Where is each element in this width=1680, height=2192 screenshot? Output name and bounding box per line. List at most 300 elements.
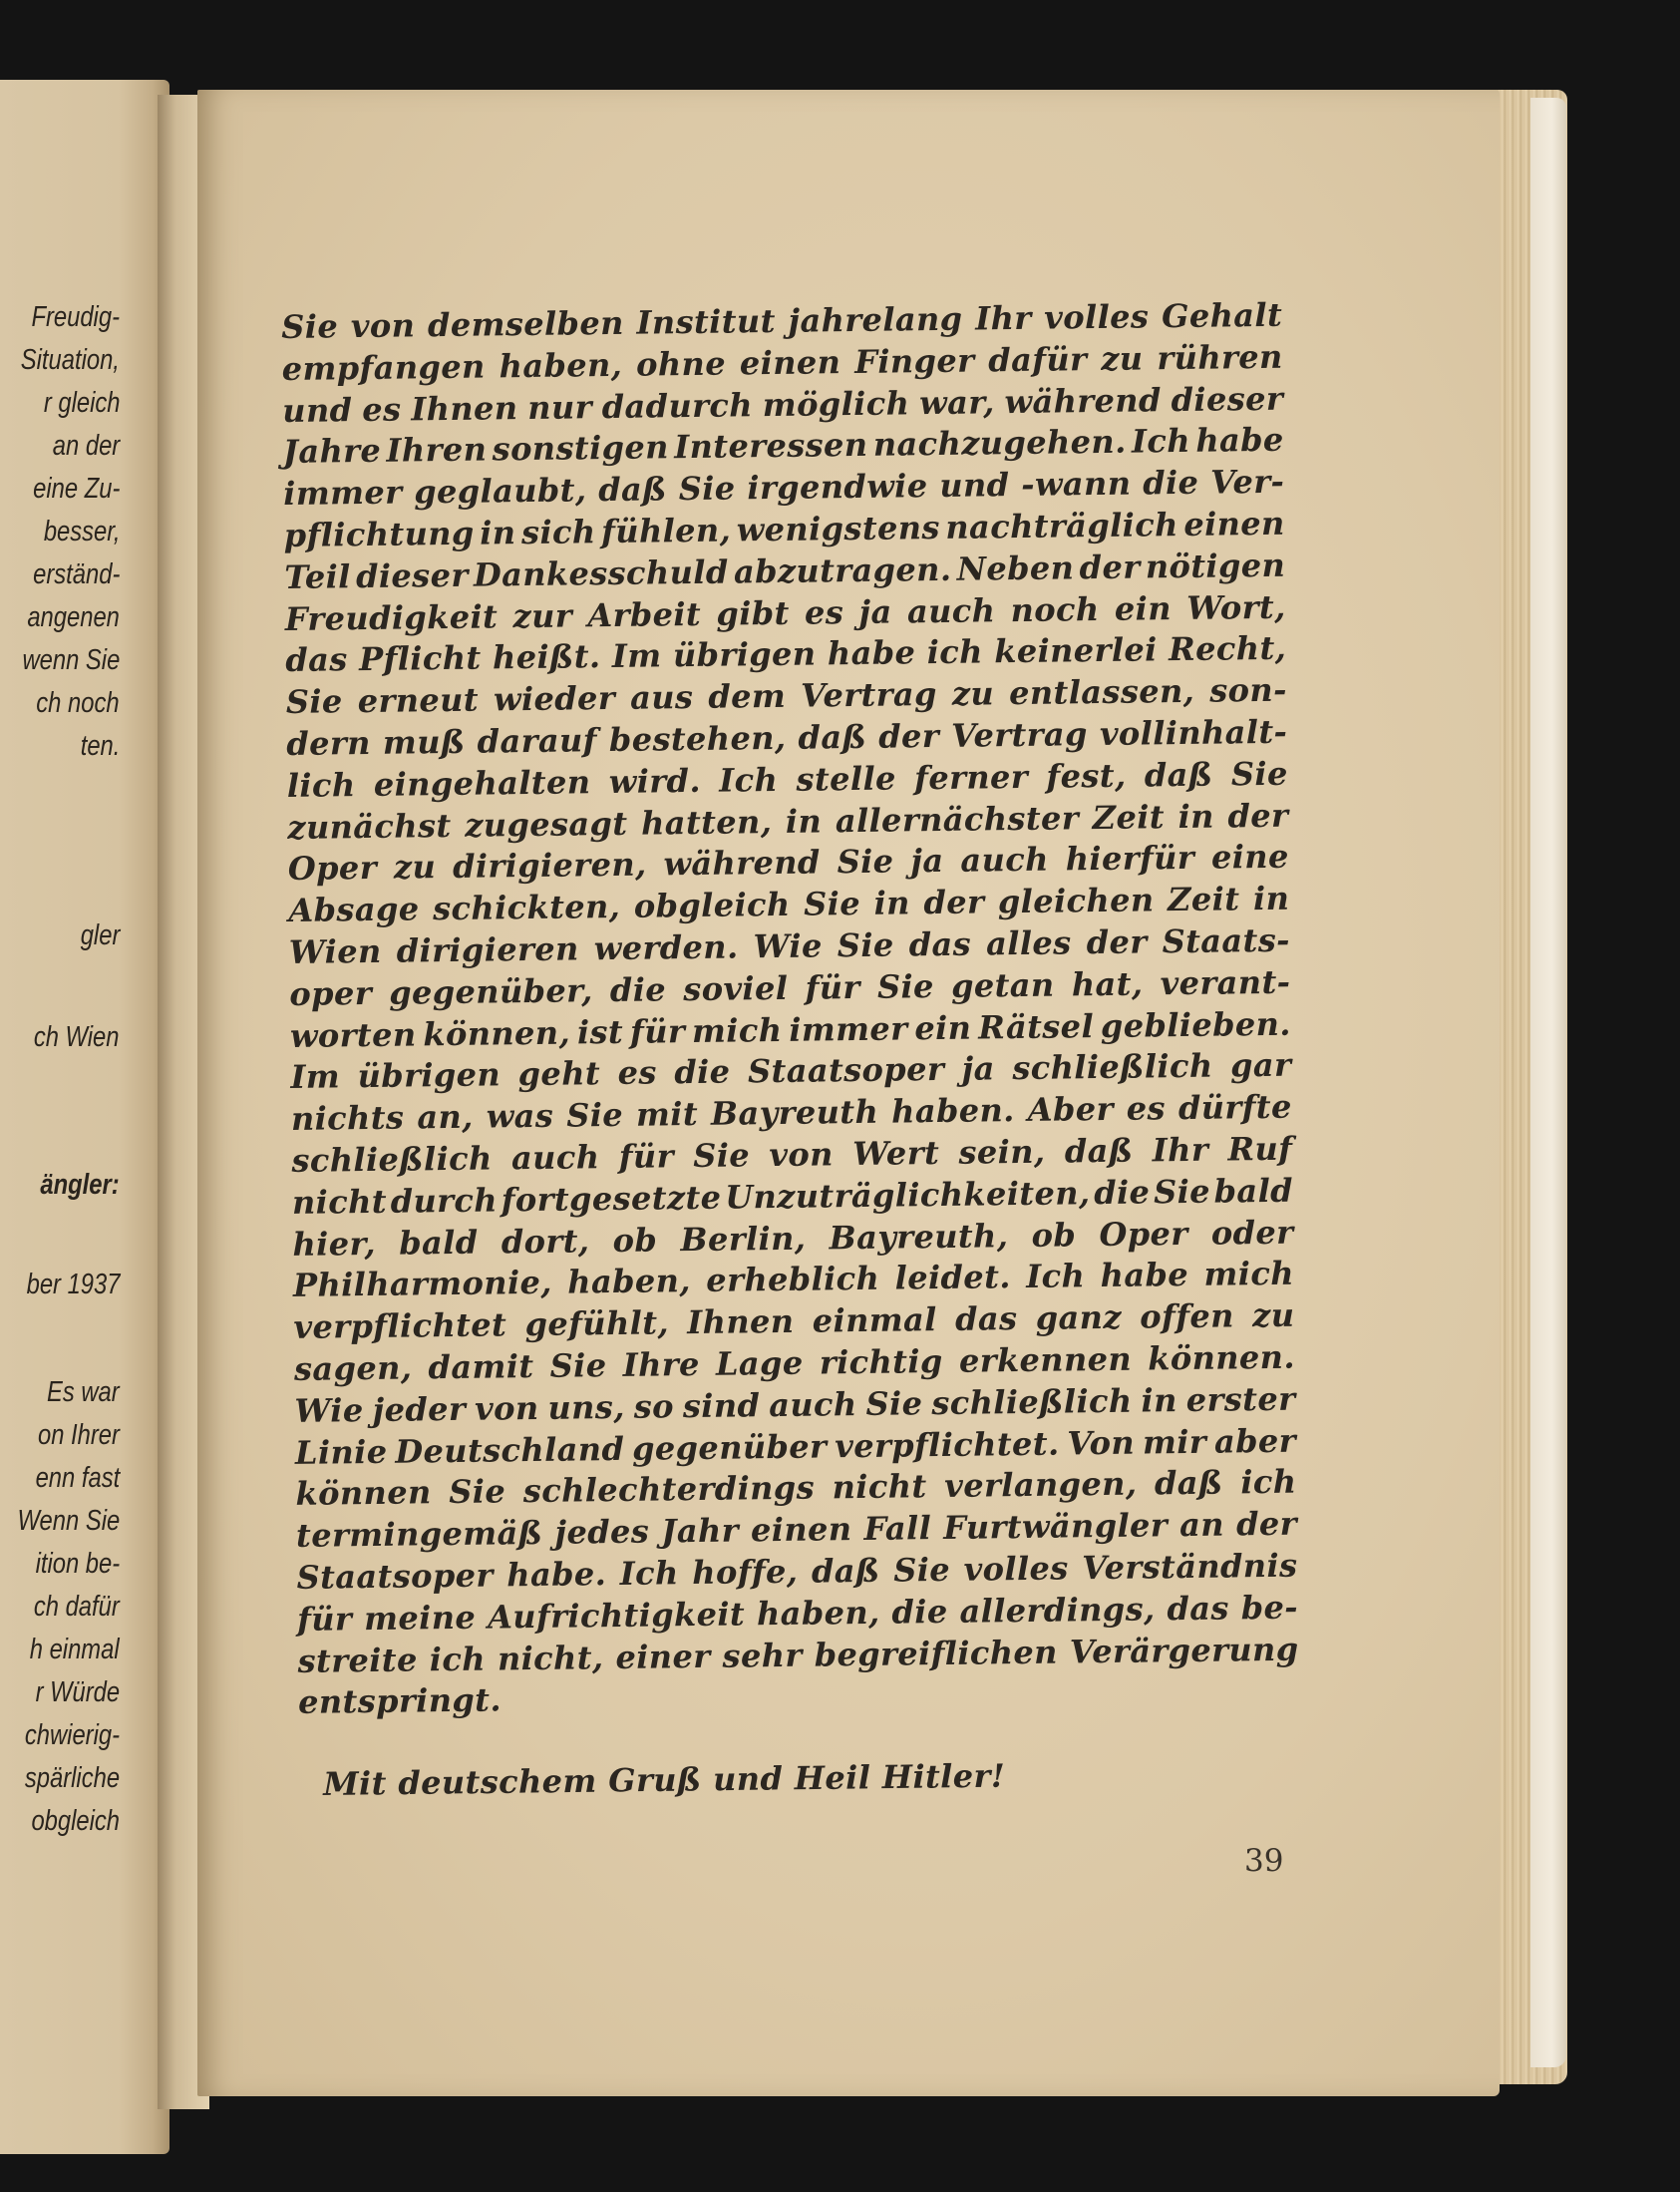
- word: so: [633, 1386, 675, 1426]
- word: Neben: [956, 548, 1075, 588]
- word: dafür: [988, 339, 1088, 380]
- left-page-text-fragment: r Würde: [35, 1676, 120, 1708]
- word: das: [908, 924, 972, 964]
- word: einmal: [812, 1300, 937, 1340]
- word: nicht: [832, 1467, 927, 1507]
- word: geht: [517, 1054, 601, 1094]
- word: gegenüber,: [389, 970, 593, 1012]
- word: Sie: [837, 842, 894, 882]
- word: allernächster: [835, 798, 1080, 840]
- letter-closing: Mit deutschem Gruß und Heil Hitler!: [323, 1756, 1006, 1803]
- word: der: [1235, 1504, 1298, 1544]
- word: Ihren: [386, 430, 488, 471]
- word: was: [486, 1096, 554, 1136]
- word: auch: [768, 1384, 857, 1424]
- word: Zeit: [1167, 880, 1240, 919]
- word: erneut: [357, 680, 480, 721]
- word: gefühlt,: [524, 1303, 670, 1344]
- word: hoffe,: [692, 1552, 799, 1592]
- word: immer: [283, 473, 403, 514]
- word: haben,: [499, 345, 623, 386]
- word: und: [282, 390, 353, 430]
- word: Wie: [294, 1390, 364, 1430]
- word: zu: [1251, 1295, 1295, 1335]
- word: Dankesschuld: [473, 552, 729, 594]
- word: übrigen: [672, 634, 817, 675]
- word: leidet.: [894, 1258, 1012, 1297]
- word: fortgesetzte: [501, 1178, 722, 1220]
- back-cover-edge: [1530, 98, 1566, 2067]
- word: dem: [708, 677, 787, 716]
- word: jedes: [554, 1512, 650, 1552]
- word: darauf: [477, 721, 598, 761]
- word: erster: [1185, 1379, 1296, 1419]
- word: können,: [423, 1013, 571, 1053]
- word: habe: [827, 633, 916, 673]
- left-page-text-fragment: ten.: [80, 730, 120, 762]
- word: Unzuträglichkeiten,: [724, 1173, 1091, 1217]
- word: eingehalten: [373, 763, 591, 804]
- word: gibt: [716, 593, 790, 633]
- word: Philharmonie,: [292, 1264, 553, 1305]
- word: soviel: [683, 968, 789, 1008]
- word: jahrelang: [788, 299, 963, 340]
- word: daß: [1064, 1131, 1134, 1171]
- word: Sie: [281, 307, 339, 346]
- word: mich: [691, 1010, 783, 1050]
- word: sein,: [958, 1132, 1046, 1172]
- word: haben,: [567, 1262, 692, 1301]
- word: streite: [297, 1640, 418, 1680]
- word: es: [362, 390, 402, 429]
- word: nur: [527, 387, 593, 427]
- word: dieser: [1171, 379, 1284, 419]
- word: Vertrag: [800, 675, 938, 715]
- word: übrigen: [357, 1055, 502, 1096]
- word: zu: [1100, 339, 1144, 378]
- word: in: [785, 801, 823, 841]
- word: die: [891, 1592, 948, 1632]
- word: muß: [382, 722, 466, 762]
- word: Recht,: [1168, 629, 1287, 669]
- word: rühren: [1157, 337, 1283, 378]
- word: der: [878, 716, 940, 756]
- word: Ich: [1026, 1257, 1086, 1296]
- word: stelle: [796, 759, 897, 799]
- word: immer: [789, 1008, 908, 1049]
- word: dern: [286, 723, 372, 763]
- word: Sie: [1153, 1172, 1211, 1212]
- word: lich: [286, 765, 356, 805]
- word: Ich: [1131, 422, 1191, 461]
- word: Zeit: [1092, 797, 1166, 837]
- word: Sie: [892, 1550, 951, 1590]
- word: Ruf: [1227, 1129, 1293, 1169]
- word: entspringt.: [297, 1680, 503, 1722]
- word: in: [1141, 1380, 1177, 1420]
- word: habe: [1100, 1256, 1189, 1295]
- word: fühlen,: [600, 511, 732, 551]
- word: gar: [1229, 1046, 1292, 1085]
- word: gegenüber: [631, 1426, 828, 1468]
- word: Sie: [549, 1346, 607, 1385]
- word: Fall: [863, 1509, 932, 1549]
- word: der: [923, 883, 985, 922]
- word: das: [954, 1299, 1018, 1338]
- left-page: [0, 80, 169, 2154]
- word: oder: [1210, 1213, 1294, 1253]
- word: dadurch: [601, 385, 754, 426]
- word: Sie: [678, 469, 736, 509]
- word: Jahre: [282, 432, 382, 472]
- word: damit: [428, 1346, 534, 1387]
- word: werden.: [593, 927, 739, 968]
- word: ich: [1240, 1462, 1297, 1502]
- word: Rätsel: [977, 1006, 1095, 1047]
- word: auch: [510, 1138, 600, 1178]
- word: fest,: [1046, 756, 1127, 796]
- word: vollinhalt-: [1099, 712, 1288, 753]
- word: auch: [906, 590, 996, 630]
- word: Sie: [876, 966, 935, 1006]
- left-page-text-fragment: ch noch: [36, 687, 120, 719]
- word: Sie: [865, 1383, 923, 1423]
- word: nicht: [291, 1182, 388, 1222]
- word: während: [663, 843, 821, 884]
- word: zu: [393, 848, 437, 888]
- word: mir: [1142, 1422, 1207, 1462]
- word: heißt.: [492, 637, 601, 677]
- word: haben,: [756, 1593, 880, 1633]
- word: die: [609, 970, 667, 1009]
- word: daß: [811, 1551, 880, 1591]
- word: haben.: [890, 1091, 1015, 1131]
- word: Bayreuth: [710, 1092, 879, 1133]
- word: der: [1079, 548, 1141, 587]
- left-page-text-fragment: Situation,: [20, 344, 120, 376]
- word: Staatsoper: [747, 1050, 945, 1091]
- word: Wert: [851, 1133, 940, 1173]
- word: an: [1178, 1505, 1225, 1545]
- word: pflichtung: [283, 514, 475, 554]
- word: Im: [290, 1057, 341, 1097]
- word: sonstigen: [492, 428, 670, 469]
- word: Aufrichtigkeit: [487, 1595, 746, 1637]
- word: hier,: [292, 1224, 377, 1264]
- word: mit: [635, 1095, 699, 1134]
- word: Wie: [753, 926, 823, 966]
- word: empfangen: [281, 347, 486, 388]
- left-page-text-fragment: erständ-: [32, 558, 120, 590]
- word: termingemäß: [295, 1513, 543, 1556]
- word: Interessen: [673, 426, 868, 467]
- word: die: [674, 1052, 731, 1092]
- word: Oper: [1099, 1214, 1188, 1254]
- word: Freudigkeit: [284, 596, 499, 638]
- word: ein: [1114, 588, 1173, 628]
- word: ja: [858, 592, 892, 631]
- word: Ihre: [622, 1344, 701, 1384]
- word: ja: [910, 842, 944, 881]
- word: Sie: [285, 682, 343, 722]
- left-page-text-fragment: on Ihrer: [38, 1419, 120, 1451]
- word: daß: [798, 717, 867, 757]
- word: Ver-: [1209, 462, 1285, 502]
- word: allerdings,: [959, 1590, 1156, 1631]
- word: Linie: [294, 1432, 388, 1472]
- left-page-text-fragment: enn fast: [35, 1462, 120, 1494]
- word: schlechterdings: [522, 1468, 816, 1511]
- word: Pflicht: [358, 638, 482, 679]
- left-page-text-fragment: spärliche: [24, 1762, 120, 1794]
- word: alles: [985, 923, 1072, 963]
- word: dürfte: [1177, 1087, 1292, 1128]
- word: verpflichtet.: [834, 1424, 1060, 1465]
- word: Teil: [284, 556, 351, 596]
- word: sehr: [722, 1636, 803, 1675]
- word: uns,: [547, 1387, 625, 1427]
- word: habe: [1195, 421, 1284, 461]
- word: ich: [429, 1640, 487, 1678]
- word: Ihnen: [687, 1301, 795, 1342]
- word: dort,: [501, 1221, 590, 1261]
- word: einen: [739, 342, 841, 383]
- word: keinerlei: [994, 630, 1158, 671]
- word: schließlich: [931, 1381, 1133, 1422]
- word: in: [873, 884, 911, 922]
- word: und: [939, 466, 1010, 506]
- word: Sie: [565, 1096, 624, 1135]
- left-page-text-fragment: an der: [52, 430, 120, 462]
- word: Ihr: [1152, 1130, 1209, 1170]
- word: von: [350, 306, 416, 346]
- word: ein: [914, 1008, 972, 1047]
- word: ohne: [635, 344, 727, 384]
- word: es: [1126, 1089, 1167, 1128]
- word: gleichen: [997, 881, 1155, 921]
- word: hatten,: [640, 802, 773, 843]
- word: ob: [1031, 1215, 1077, 1255]
- word: war,: [918, 382, 995, 422]
- word: Oper: [287, 849, 378, 889]
- word: bald: [1213, 1171, 1294, 1211]
- word: obgleich: [633, 885, 791, 925]
- page-number: 39: [1244, 1843, 1284, 1879]
- word: auch: [960, 840, 1050, 881]
- word: geglaubt,: [413, 471, 587, 512]
- word: verant-: [1160, 962, 1291, 1003]
- word: Jahr: [661, 1511, 740, 1551]
- word: demselben: [427, 303, 624, 345]
- word: während: [1004, 380, 1162, 421]
- word: können.: [1148, 1337, 1296, 1378]
- word: wieder: [493, 679, 616, 719]
- word: getan: [950, 965, 1055, 1005]
- left-page-text-fragment: ch dafür: [34, 1591, 120, 1623]
- word: mich: [1203, 1254, 1295, 1294]
- word: zu: [951, 674, 995, 713]
- word: in: [1177, 797, 1215, 836]
- word: Wien: [288, 931, 382, 971]
- word: Verständnis: [1082, 1546, 1298, 1588]
- word: von: [769, 1135, 835, 1175]
- word: Im: [611, 636, 662, 676]
- word: nichts: [290, 1098, 405, 1139]
- word: nicht,: [497, 1638, 604, 1677]
- word: einen: [1183, 504, 1285, 544]
- word: ist: [576, 1012, 624, 1051]
- word: ich: [926, 632, 984, 672]
- left-page-text-fragment: chwierig-: [24, 1719, 120, 1751]
- word: Sie: [803, 885, 861, 923]
- word: noch: [1010, 589, 1100, 629]
- word: begreiflichen: [814, 1633, 1059, 1674]
- word: zugesagt: [464, 804, 628, 845]
- left-page-text-fragment: ition be-: [35, 1548, 120, 1580]
- word: für: [805, 967, 860, 1007]
- word: Ihr: [974, 298, 1032, 338]
- letter-body: [281, 295, 1299, 1724]
- word: abzutragen.: [733, 549, 952, 591]
- word: hat,: [1071, 964, 1144, 1004]
- word: Absage: [288, 890, 420, 930]
- word: offen: [1140, 1296, 1235, 1336]
- word: für: [296, 1599, 353, 1639]
- word: volles: [1044, 297, 1150, 337]
- word: es: [804, 592, 844, 632]
- word: schickten,: [432, 888, 621, 928]
- word: meine: [363, 1598, 477, 1638]
- word: bestehen,: [608, 718, 787, 759]
- word: Sie: [837, 925, 894, 965]
- word: Aber: [1027, 1090, 1114, 1130]
- word: es: [617, 1053, 658, 1093]
- word: geblieben.: [1100, 1004, 1292, 1045]
- word: habe.: [506, 1555, 607, 1595]
- word: volles: [963, 1549, 1069, 1589]
- left-page-text-fragment: besser,: [43, 516, 120, 548]
- word: wenigstens: [736, 508, 941, 549]
- word: sich: [520, 513, 596, 552]
- word: Berlin,: [680, 1219, 807, 1259]
- word: eine: [1210, 838, 1289, 878]
- word: ja: [961, 1049, 995, 1089]
- word: Lage: [715, 1343, 804, 1383]
- word: Sie: [692, 1136, 751, 1175]
- word: ob: [612, 1220, 658, 1260]
- word: dirigieren,: [452, 845, 647, 887]
- word: Furtwängler: [943, 1506, 1169, 1548]
- word: Gehalt: [1161, 295, 1283, 336]
- word: in: [480, 514, 516, 552]
- word: be-: [1240, 1588, 1299, 1628]
- word: jeder: [372, 1389, 467, 1429]
- word: aber: [1213, 1421, 1297, 1461]
- word: durch: [390, 1181, 499, 1221]
- left-page-text-fragment: eine Zu-: [32, 473, 120, 505]
- left-page-text-fragment: Freudig-: [31, 301, 120, 333]
- word: daß: [1144, 755, 1213, 795]
- word: bald: [399, 1223, 479, 1263]
- word: ganz: [1035, 1297, 1123, 1337]
- word: die: [1142, 463, 1199, 503]
- left-page-text-fragment: Wenn Sie: [17, 1505, 120, 1537]
- word: der: [1086, 922, 1148, 962]
- word: sind: [682, 1385, 761, 1425]
- word: Von: [1067, 1423, 1136, 1462]
- word: Wort,: [1185, 587, 1286, 627]
- word: Staatsoper: [296, 1556, 494, 1597]
- word: wird.: [608, 761, 702, 801]
- word: von: [474, 1388, 539, 1428]
- word: an,: [417, 1097, 474, 1137]
- word: verlangen,: [944, 1464, 1138, 1506]
- word: in: [1252, 879, 1290, 918]
- word: Sie: [1230, 754, 1288, 794]
- left-page-text-fragment: angenen: [27, 601, 120, 633]
- left-page-text-fragment: obgleich: [31, 1805, 120, 1837]
- left-page-text-fragment: r gleich: [43, 387, 120, 419]
- word: Finger: [853, 341, 975, 381]
- word: Sie: [449, 1472, 506, 1512]
- word: nachträglich: [945, 506, 1178, 547]
- word: erheblich: [706, 1260, 880, 1300]
- word: möglich: [762, 383, 910, 424]
- word: Bayreuth,: [829, 1216, 1009, 1257]
- word: Verärgerung: [1069, 1630, 1299, 1670]
- word: richtig: [819, 1341, 943, 1382]
- word: einer: [615, 1637, 711, 1676]
- word: Staats-: [1162, 920, 1291, 961]
- word: dieser: [355, 555, 469, 595]
- word: das: [285, 640, 348, 680]
- word: die: [1093, 1173, 1151, 1212]
- word: schließlich: [1012, 1046, 1213, 1088]
- word: erkennen: [958, 1339, 1133, 1380]
- left-page-text-fragment: wenn Sie: [22, 644, 120, 676]
- word: Ich: [619, 1554, 679, 1593]
- word: sagen,: [293, 1348, 413, 1388]
- left-page-text-fragment: ber 1937: [26, 1269, 120, 1300]
- word: verpflichtet: [293, 1305, 507, 1347]
- word: für: [618, 1137, 675, 1176]
- word: Arbeit: [587, 594, 702, 634]
- word: zunächst: [287, 806, 452, 847]
- word: entlassen,: [1008, 672, 1195, 713]
- word: irgendwie: [747, 467, 928, 508]
- word: Vertrag: [950, 715, 1089, 755]
- word: daß: [1154, 1463, 1223, 1503]
- word: dirigieren: [396, 929, 579, 970]
- word: Deutschland: [395, 1429, 625, 1471]
- word: das: [1167, 1589, 1230, 1628]
- word: für: [629, 1011, 686, 1051]
- word: nötigen: [1145, 546, 1286, 586]
- word: Ich: [719, 760, 779, 800]
- word: Ihnen: [411, 388, 518, 429]
- word: daß: [598, 470, 668, 510]
- word: der: [1227, 796, 1289, 835]
- left-page-heading-fragment: ängler:: [40, 1169, 120, 1201]
- left-page-text-fragment: h einmal: [30, 1634, 120, 1665]
- word: son-: [1209, 670, 1287, 710]
- word: einen: [750, 1510, 852, 1550]
- left-page-text-fragment: gler: [80, 919, 120, 951]
- word: nachzugehen.: [872, 423, 1127, 465]
- word: hierfür: [1065, 839, 1195, 879]
- word: aus: [629, 678, 694, 717]
- word: oper: [289, 973, 373, 1013]
